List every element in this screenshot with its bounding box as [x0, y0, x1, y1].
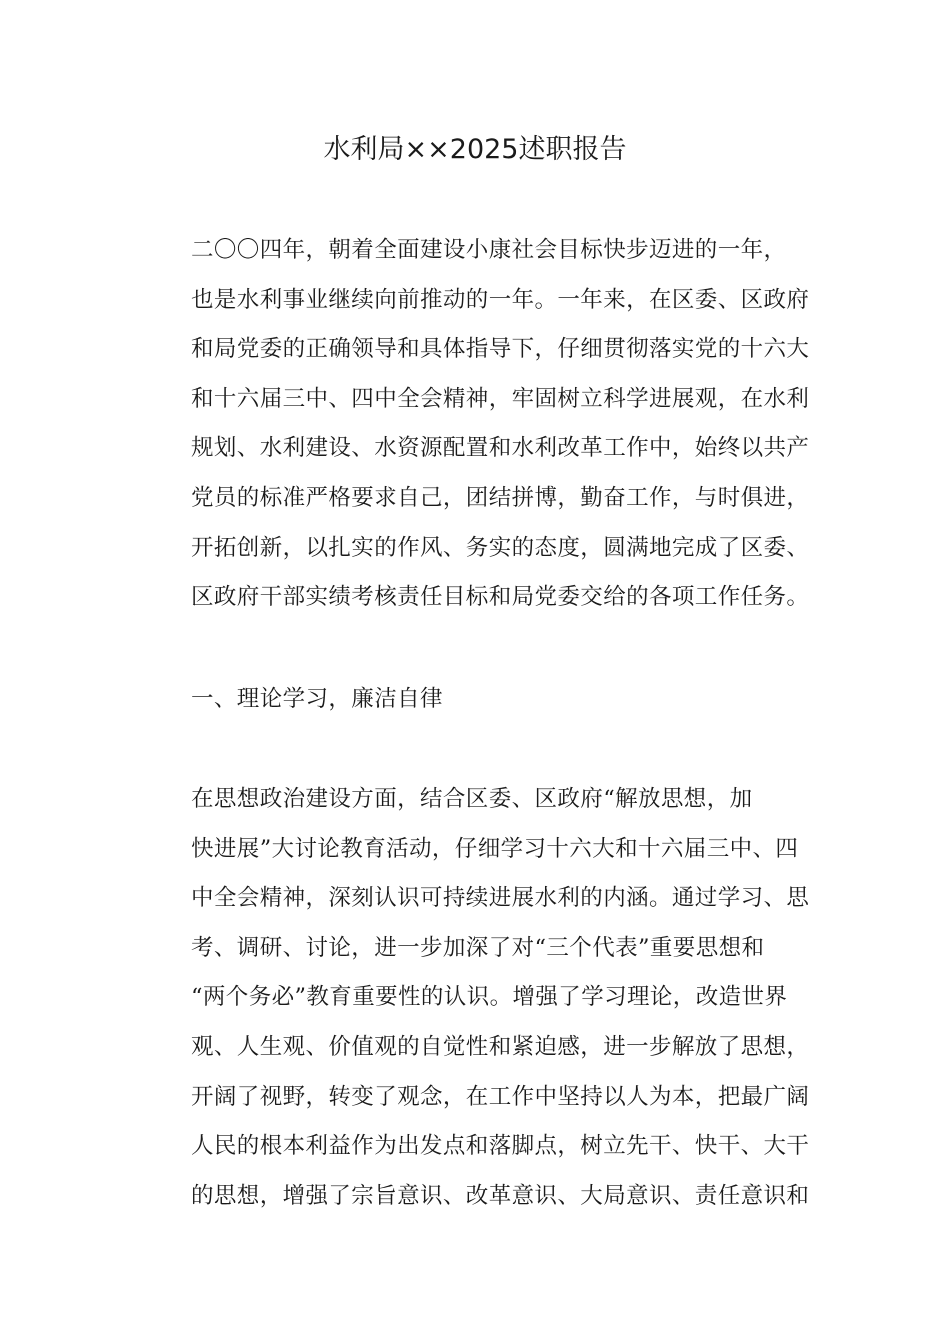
text-line: 和十六届三中、四中全会精神，牢固树立科学进展观，在水利: [191, 385, 810, 412]
heading-text: 一、理论学习，廉洁自律: [191, 686, 443, 712]
text-line: 在思想政治建设方面，结合区委、区政府“解放思想，加: [191, 786, 753, 812]
text-line: “两个务必”教育重要性的认识。增强了学习理论，改造世界: [191, 984, 788, 1011]
body-paragraph: [145, 775, 815, 1221]
text-line: 也是水利事业继续向前推动的一年。一年来，在区委、区政府: [191, 286, 810, 313]
text-line: 规划、水利建设、水资源配置和水利改革工作中，始终以共产: [191, 435, 810, 462]
text-line: 观、人生观、价值观的自觉性和紧迫感，进一步解放了思想，: [191, 1033, 810, 1060]
text-line: 党员的标准严格要求自己，团结拼博，勤奋工作，与时俱进，: [191, 484, 810, 511]
intro-paragraph: [145, 226, 815, 623]
document-title: 水利局××2025述职报告: [323, 134, 627, 165]
text-line: 人民的根本利益作为出发点和落脚点，树立先干、快干、大干: [191, 1133, 810, 1160]
text-line: 考、调研、讨论，进一步加深了对“三个代表”重要思想和: [191, 934, 765, 961]
text-line: 开拓创新，以扎实的作风、务实的态度，圆满地完成了区委、: [191, 534, 810, 561]
text-line: 区政府干部实绩考核责任目标和局党委交给的各项工作任务。: [191, 584, 810, 611]
text-line: 和局党委的正确领导和具体指导下，仔细贯彻落实党的十六大: [191, 336, 810, 363]
text-line: 中全会精神，深刻认识可持续进展水利的内涵。通过学习、思: [191, 885, 810, 912]
text-line: 的思想，增强了宗旨意识、改革意识、大局意识、责任意识和: [191, 1182, 810, 1209]
text-line: 二〇〇四年，朝着全面建设小康社会目标快步迈进的一年，: [191, 237, 787, 263]
text-line: 快进展”大讨论教育活动，仔细学习十六大和十六届三中、四: [191, 835, 799, 862]
text-line: 开阔了视野，转变了观念，在工作中坚持以人为本，把最广阔: [191, 1083, 810, 1110]
section-heading: [145, 675, 815, 725]
